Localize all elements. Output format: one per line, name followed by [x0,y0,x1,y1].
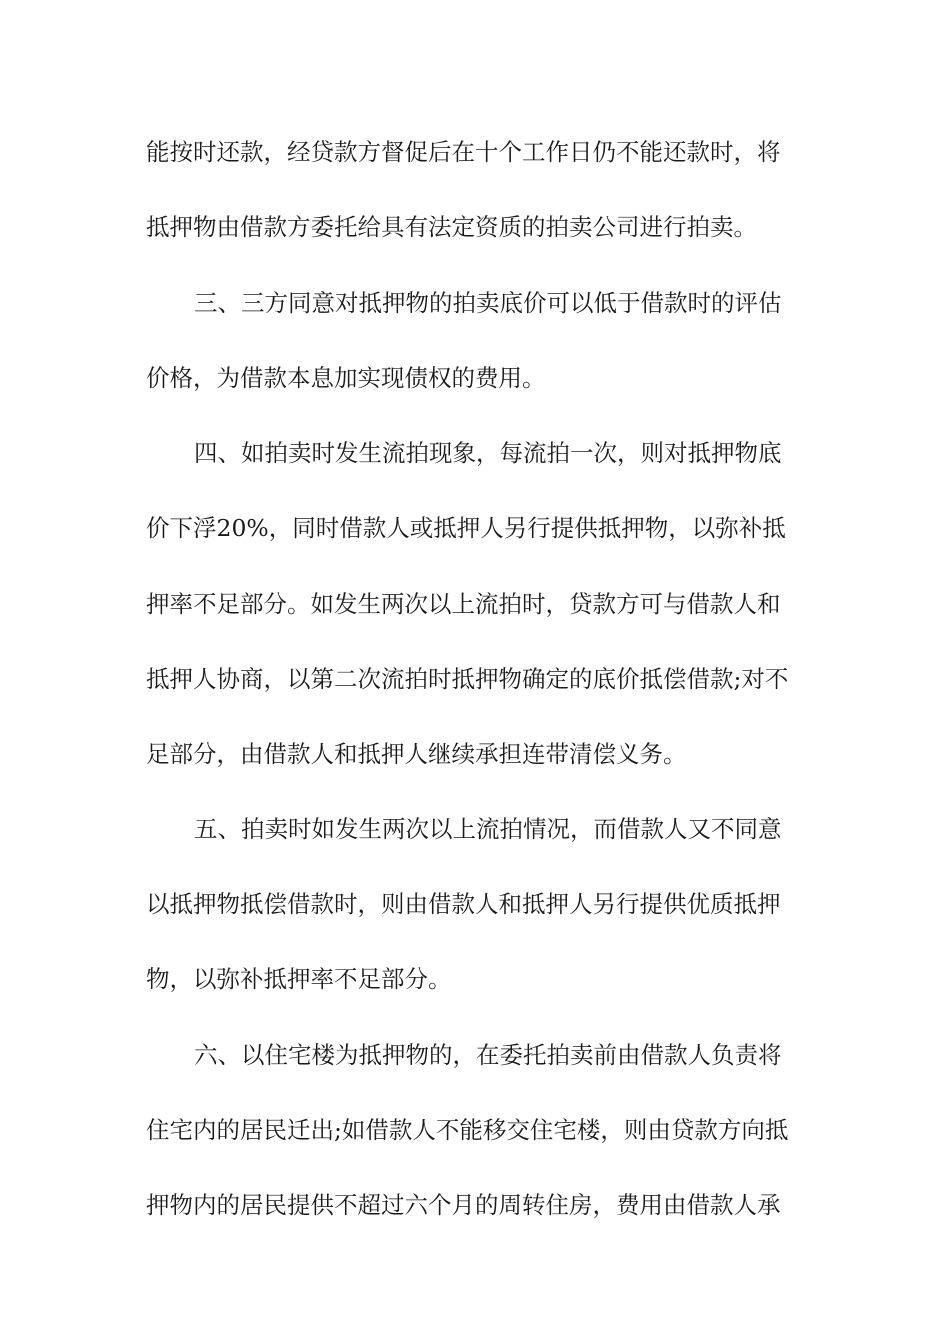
text-line-1: 能按时还款，经贷款方督促后在十个工作日仍不能还款时，将 [146,138,781,166]
text-line-8: 抵押人协商，以第二次流拍时抵押物确定的底价抵偿借款;对不 [146,665,789,693]
text-line-3: 三、三方同意对抵押物的拍卖底价可以低于借款时的评估 [194,289,782,317]
text-line-2: 抵押物由借款方委托给具有法定资质的拍卖公司进行拍卖。 [146,213,757,241]
text-line-5: 四、如拍卖时发生流拍现象，每流拍一次，则对抵押物底 [194,439,782,467]
text-line-12: 物，以弥补抵押率不足部分。 [146,965,452,993]
text-line-7: 押率不足部分。如发生两次以上流拍时，贷款方可与借款人和 [146,590,781,618]
text-line-11: 以抵押物抵偿借款时，则由借款人和抵押人另行提供优质抵押 [146,890,781,918]
text-line-15: 押物内的居民提供不超过六个月的周转住房，费用由借款人承 [146,1191,781,1219]
text-line-4: 价格，为借款本息加实现债权的费用。 [146,364,546,392]
text-line-10: 五、拍卖时如发生两次以上流拍情况，而借款人又不同意 [194,815,782,843]
text-line-6: 价下浮20%，同时借款人或抵押人另行提供抵押物，以弥补抵 [146,514,786,542]
text-line-14: 住宅内的居民迁出;如借款人不能移交住宅楼，则由贷款方向抵 [146,1116,789,1144]
text-line-13: 六、以住宅楼为抵押物的，在委托拍卖前由借款人负责将 [194,1041,782,1069]
text-line-9: 足部分，由借款人和抵押人继续承担连带清偿义务。 [146,740,687,768]
